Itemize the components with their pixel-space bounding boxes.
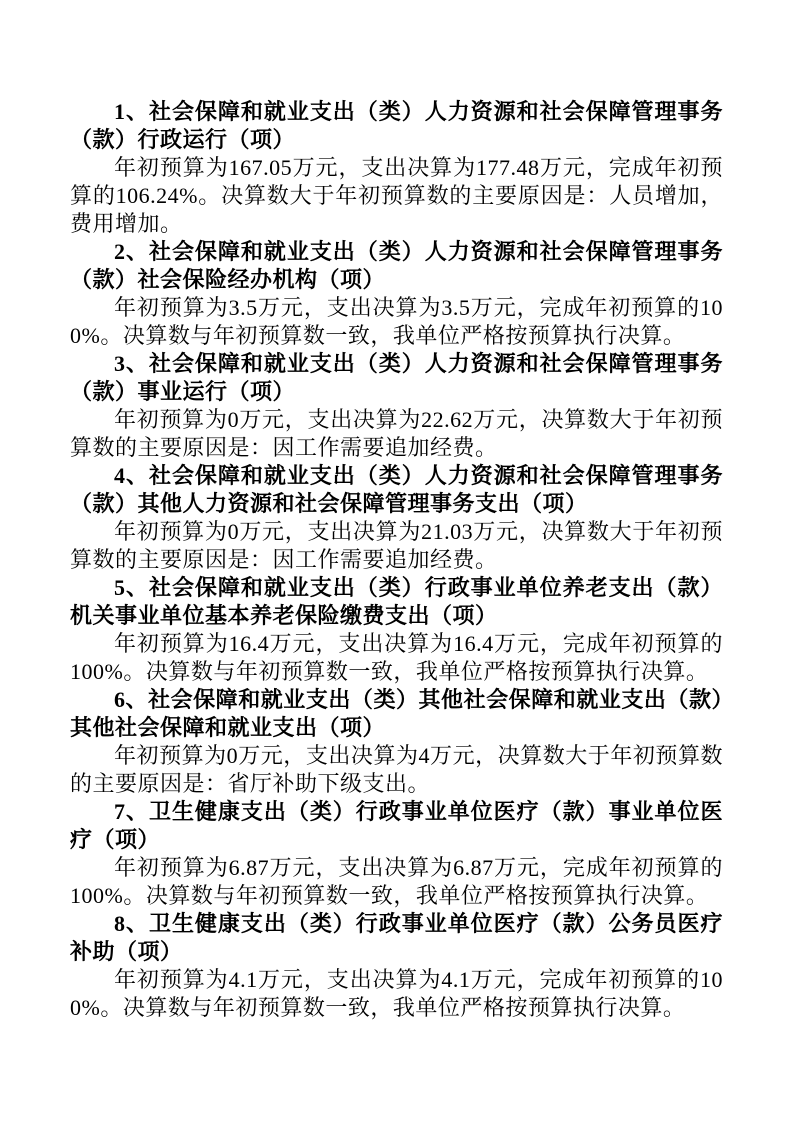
section-3-body: 年初预算为0万元，支出决算为22.62万元，决算数大于年初预算数的主要原因是：因工作需要追加经费。 [70,407,723,460]
section-1-body: 年初预算为167.05万元，支出决算为177.48万元，完成年初预算的106.24%。决算数大于年初预算数的主要原因是：人员增加，费用增加。 [70,155,723,236]
section-5-heading: 5、社会保障和就业支出（类）行政事业单位养老支出（款）机关事业单位基本养老保险缴费支出（项） [70,575,723,628]
section-5-body: 年初预算为16.4万元，支出决算为16.4万元，完成年初预算的100%。决算数与年初预算数一致，我单位严格按预算执行决算。 [70,631,723,684]
section-1-heading: 1、社会保障和就业支出（类）人力资源和社会保障管理事务（款）行政运行（项） [70,99,723,152]
budget-item-6 [70,686,723,798]
section-6-heading: 6、社会保障和就业支出（类）其他社会保障和就业支出（款）其他社会保障和就业支出（项） [70,687,723,740]
budget-item-4 [70,462,723,574]
budget-item-8 [70,910,723,1022]
section-4-body: 年初预算为0万元，支出决算为21.03万元，决算数大于年初预算数的主要原因是：因工作需要追加经费。 [70,519,723,572]
section-8-heading: 8、卫生健康支出（类）行政事业单位医疗（款）公务员医疗补助（项） [70,911,723,964]
section-4-heading: 4、社会保障和就业支出（类）人力资源和社会保障管理事务（款）其他人力资源和社会保障管理事务支出（项） [70,463,723,516]
section-7-heading: 7、卫生健康支出（类）行政事业单位医疗（款）事业单位医疗（项） [70,799,723,852]
section-6-body: 年初预算为0万元，支出决算为4万元，决算数大于年初预算数的主要原因是：省厅补助下级支出。 [70,743,723,796]
section-7-body: 年初预算为6.87万元，支出决算为6.87万元，完成年初预算的100%。决算数与年初预算数一致，我单位严格按预算执行决算。 [70,855,723,908]
budget-item-3 [70,350,723,462]
section-3-heading: 3、社会保障和就业支出（类）人力资源和社会保障管理事务（款）事业运行（项） [70,351,723,404]
section-2-body: 年初预算为3.5万元，支出决算为3.5万元，完成年初预算的100%。决算数与年初预算数一致，我单位严格按预算执行决算。 [70,295,723,348]
budget-item-5 [70,574,723,686]
section-2-heading: 2、社会保障和就业支出（类）人力资源和社会保障管理事务（款）社会保险经办机构（项） [70,239,723,292]
budget-item-1 [70,98,723,238]
section-8-body: 年初预算为4.1万元，支出决算为4.1万元，完成年初预算的100%。决算数与年初预算数一致，我单位严格按预算执行决算。 [70,967,723,1020]
budget-item-7 [70,798,723,910]
budget-item-2 [70,238,723,350]
